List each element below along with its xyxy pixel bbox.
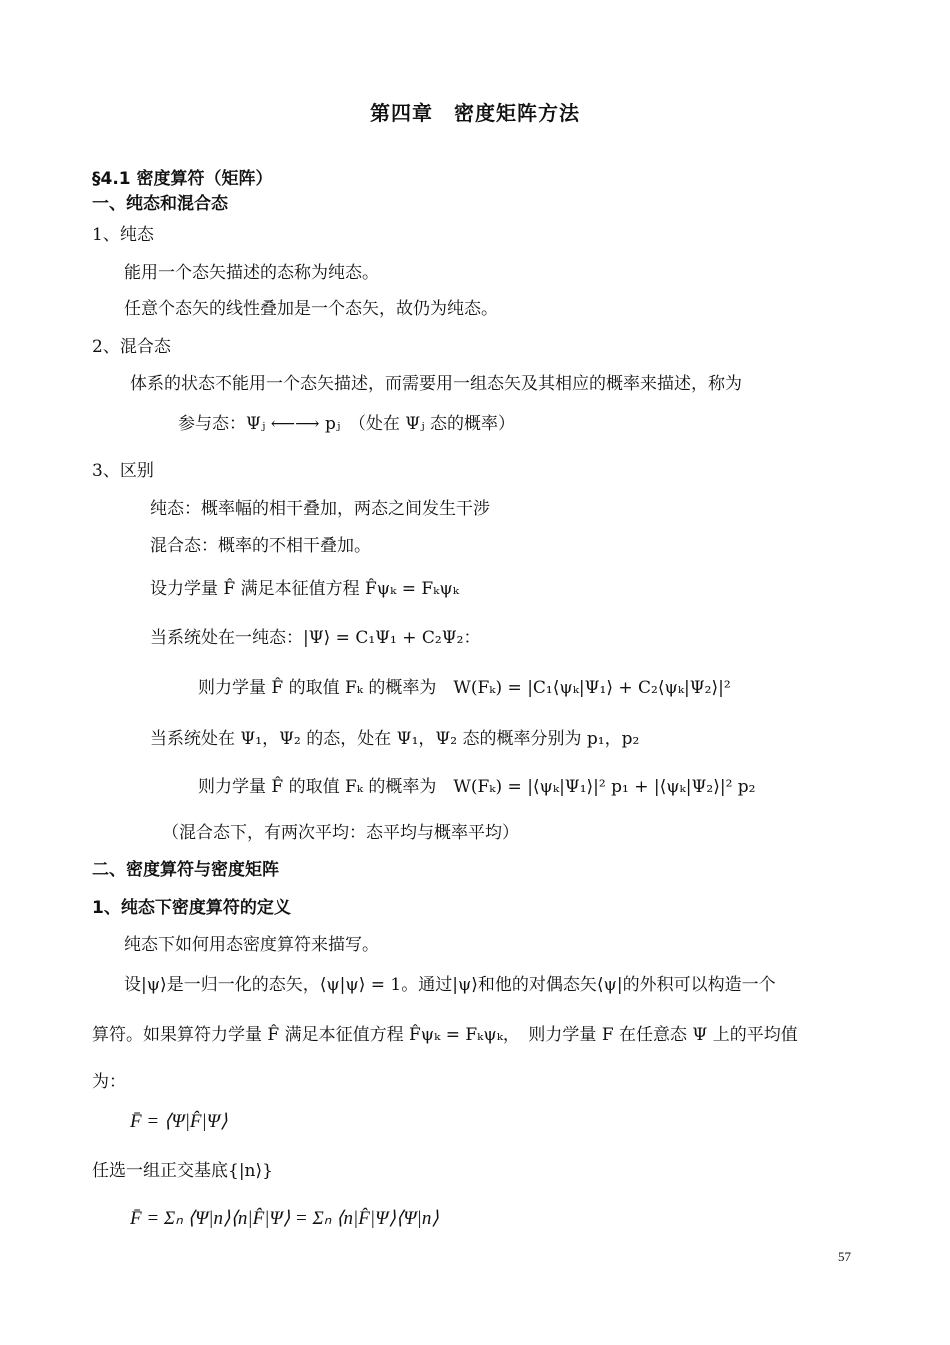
subsection-heading: 二、密度算符与密度矩阵	[92, 860, 279, 880]
formula-line: 设力学量 F̂ 满足本征值方程 F̂ψₖ = Fₖψₖ	[150, 579, 459, 599]
item-heading: 1、纯态下密度算符的定义	[92, 898, 291, 918]
paragraph: 设|ψ⟩是一归一化的态矢，⟨ψ|ψ⟩ = 1。通过|ψ⟩和他的对偶态矢⟨ψ|的外积可以构造一个	[124, 975, 776, 995]
paragraph: 任意个态矢的线性叠加是一个态矢，故仍为纯态。	[124, 299, 498, 319]
item-heading: 2、混合态	[92, 337, 171, 357]
section-heading: §4.1 密度算符（矩阵）	[92, 169, 273, 189]
item-heading: 3、区别	[92, 461, 154, 481]
paragraph: 为：	[92, 1072, 126, 1092]
subsection-heading: 一、纯态和混合态	[92, 194, 228, 214]
paragraph: 能用一个态矢描述的态称为纯态。	[124, 263, 379, 283]
paragraph: （混合态下，有两次平均：态平均与概率平均）	[162, 823, 519, 843]
paragraph: 任选一组正交基底{|n⟩}	[92, 1161, 273, 1181]
paragraph: 纯态：概率幅的相干叠加，两态之间发生干涉	[150, 499, 490, 519]
formula-line: 当系统处在一纯态：|Ψ⟩ = C₁Ψ₁ + C₂Ψ₂：	[150, 628, 481, 648]
formula-line: 当系统处在 Ψ₁，Ψ₂ 的态，处在 Ψ₁，Ψ₂ 态的概率分别为 p₁，p₂	[150, 729, 640, 749]
formula-line: 参与态：Ψⱼ ⟵⟶ pⱼ （处在 Ψⱼ 态的概率）	[178, 414, 516, 434]
formula-line: F̄ = ⟨Ψ|F̂|Ψ⟩	[130, 1111, 228, 1132]
formula-line: F̄ = Σₙ ⟨Ψ|n⟩⟨n|F̂|Ψ⟩ = Σₙ ⟨n|F̂|Ψ⟩⟨Ψ|n⟩	[130, 1208, 439, 1229]
formula-line: 则力学量 F̂ 的取值 Fₖ 的概率为 W(Fₖ) = |⟨ψₖ|Ψ₁⟩|² p₁ + |⟨ψₖ|Ψ₂⟩|² p₂	[198, 777, 756, 797]
page-number: 57	[838, 1249, 851, 1264]
paragraph: 混合态：概率的不相干叠加。	[150, 536, 371, 556]
item-heading: 1、纯态	[92, 225, 154, 245]
paragraph: 体系的状态不能用一个态矢描述，而需要用一组态矢及其相应的概率来描述，称为	[130, 374, 742, 394]
paragraph: 纯态下如何用态密度算符来描写。	[124, 935, 379, 955]
paragraph: 算符。如果算符力学量 F̂ 满足本征值方程 F̂ψₖ = Fₖψₖ， 则力学量 F 在任意态 Ψ 上的平均值	[92, 1025, 798, 1045]
chapter-title: 第四章 密度矩阵方法	[370, 101, 580, 125]
formula-line: 则力学量 F̂ 的取值 Fₖ 的概率为 W(Fₖ) = |C₁⟨ψₖ|Ψ₁⟩ + C₂⟨ψₖ|Ψ₂⟩|²	[198, 678, 731, 698]
